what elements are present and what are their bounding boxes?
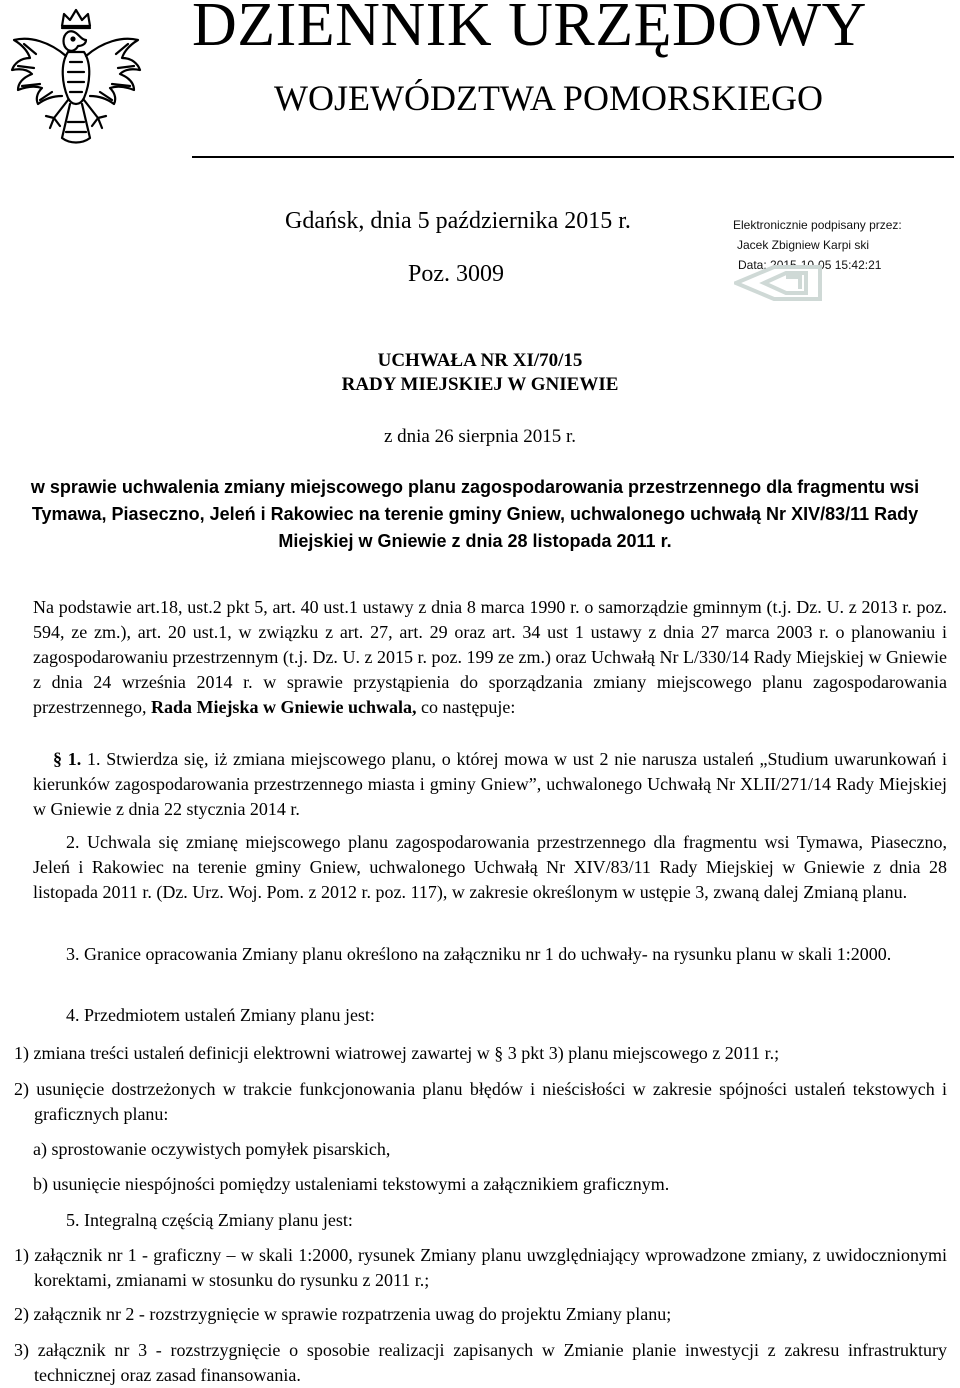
- list-item: a) sprostowanie oczywistych pomyłek pisarskich,: [33, 1139, 391, 1159]
- journal-subtitle: WOJEWÓDZTWA POMORSKIEGO: [274, 78, 823, 118]
- section-1-p1-text: 1. Stwierdza się, iż zmiana miejscowego planu, o której mowa w ust 2 nie narusza ustaleń „Studium uwarunkowań i kierunków zagospodarowania przestrzennego miasta i gminy Gniew”, uchwalonego Uchwałą Nr XLII/271/14 Rady Miejskiej w Gniewie z dnia 22 stycznia 2014 r.: [33, 749, 947, 819]
- position-number: Poz. 3009: [408, 261, 504, 287]
- resolution-date: z dnia 26 sierpnia 2015 r.: [383, 426, 577, 447]
- preamble-bold: Rada Miejska w Gniewie uchwala,: [150, 697, 417, 717]
- section-1-paragraph-2: 2. Uchwala się zmianę miejscowego planu zagospodarowania przestrzennego dla fragmentu wsi Tymawa, Piaseczno, Jeleń i Rakowiec na terenie gminy Gniew, uchwalonego Uchwałą Nr XIV/83/11 Rady Miejskiej w Gniewie z dnia 28 listopada 2011 r. (Dz. Urz. Woj. Pom. z 2012 r. poz. 117), w zakresie określonym w ustępie 3, zwaną dalej Zmianą planu.: [33, 832, 947, 902]
- journal-title: DZIENNIK URZĘDOWY: [192, 0, 867, 59]
- resolution-number: UCHWAŁA NR XI/70/15: [377, 350, 583, 371]
- section-1-paragraph-1: [33, 747, 947, 822]
- list-item: 2) załącznik nr 2 - rozstrzygnięcie w sprawie rozpatrzenia uwag do projektu Zmiany planu;: [14, 1304, 672, 1324]
- eagle-emblem-icon: [6, 6, 146, 162]
- signature-stamp-icon: [734, 261, 822, 305]
- resolution-council: RADY MIEJSKIEJ W GNIEWIE: [341, 374, 619, 395]
- section-1-paragraph-3: 3. Granice opracowania Zmiany planu określono na załączniku nr 1 do uchwały- na rysunku planu w skali 1:2000.: [66, 944, 892, 964]
- publication-date: Gdańsk, dnia 5 października 2015 r.: [285, 208, 631, 234]
- section-1-paragraph-5: 5. Integralną częścią Zmiany planu jest:: [66, 1210, 353, 1230]
- signature-label: Elektronicznie podpisany przez:: [733, 218, 902, 232]
- list-item: 1) załącznik nr 1 - graficzny – w skali 1:2000, rysunek Zmiany planu uwzględniający wprowadzone zmiany, z uwidocznionymi korektami, zmianami w stosunku do rysunku z 2011 r.;: [14, 1245, 947, 1290]
- signature-signer: Jacek Zbigniew Karpi ski: [737, 238, 870, 252]
- section-1-paragraph-4: 4. Przedmiotem ustaleń Zmiany planu jest:: [66, 1005, 375, 1025]
- list-item: b) usunięcie niespójności pomiędzy ustaleniami tekstowymi a załącznikiem graficznym.: [33, 1174, 670, 1194]
- preamble-text: Na podstawie art.18, ust.2 pkt 5, art. 40 ust.1 ustawy z dnia 8 marca 1990 r. o samorządzie gminnym (t.j. Dz. U. z 2013 r. poz. 594, ze zm.), art. 20 ust.1, w związku z art. 27, art. 29 oraz art. 34 ust 1 ustawy z dnia 27 marca 2003 r. o planowaniu i zagospodarowaniu przestrzennym (t.j. Dz. U. z 2015 r. poz. 199 ze zm.) oraz Uchwałą Nr L/330/14 Rady Miejskiej w Gniewie z dnia 24 września 2014 r. w sprawie przystąpienia do sporządzania zmiany miejscowego planu zagospodarowania przestrzennego,: [33, 597, 947, 717]
- list-item: 2) usunięcie dostrzeżonych w trakcie funkcjonowania planu błędów i nieścisłości w zakresie spójności ustaleń tekstowych i graficznych planu:: [14, 1079, 947, 1124]
- list-item: 3) załącznik nr 3 - rozstrzygnięcie o sposobie realizacji zapisanych w Zmianie planie inwestycji z zakresu infrastruktury technicznej oraz zasad finansowania.: [14, 1340, 947, 1385]
- preamble-end: co następuje:: [416, 697, 516, 717]
- section-1-mark: § 1.: [53, 749, 82, 769]
- signature-date: Data: 2015-10-05 15:42:21: [738, 258, 882, 272]
- resolution-subject: w sprawie uchwalenia zmiany miejscowego planu zagospodarowania przestrzennego dla fragmentu wsi Tymawa, Piaseczno, Jeleń i Rakowiec na terenie gminy Gniew, uchwalonego uchwałą Nr XIV/83/11 Rady Miejskiej w Gniewie z dnia 28 listopada 2011 r.: [30, 477, 920, 551]
- header-divider: [192, 156, 954, 158]
- list-item: 1) zmiana treści ustaleń definicji elektrowni wiatrowej zawartej w § 3 pkt 3) planu miejscowego z 2011 r.;: [14, 1043, 780, 1063]
- preamble: [33, 595, 947, 720]
